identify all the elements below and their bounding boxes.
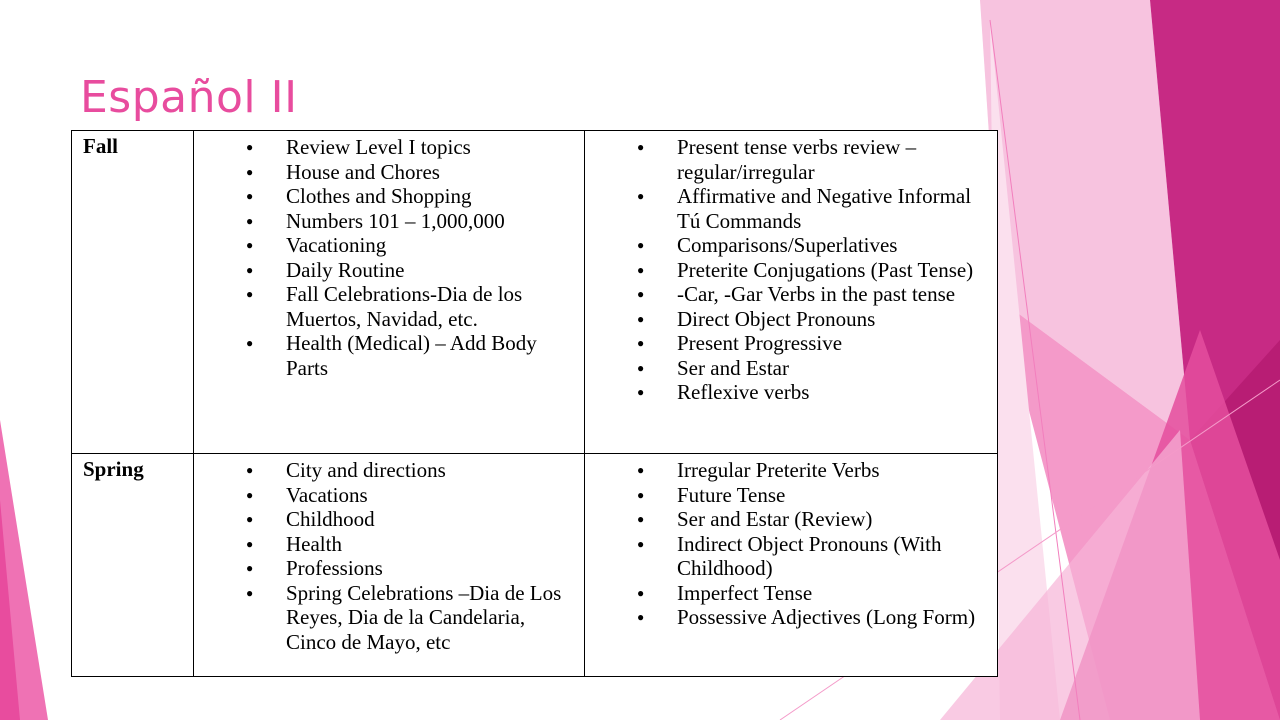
grammar-list <box>585 454 997 630</box>
list-item: ● Direct Object Pronouns <box>585 307 997 332</box>
slide-title: Español II <box>80 72 298 123</box>
topics-list <box>194 131 584 380</box>
list-item: ● Imperfect Tense <box>585 581 997 606</box>
list-item: ● Present tense verbs review – regular/irregular <box>585 135 997 184</box>
topics-list <box>194 454 584 654</box>
list-item: ● Professions <box>194 556 584 581</box>
grammar-list <box>585 131 997 405</box>
list-item: ● Review Level I topics <box>194 135 584 160</box>
list-item: ● Ser and Estar <box>585 356 997 381</box>
list-item: ● Numbers 101 – 1,000,000 <box>194 209 584 234</box>
list-item: ● Vacationing <box>194 233 584 258</box>
list-item: ● House and Chores <box>194 160 584 185</box>
grammar-cell <box>585 454 998 677</box>
season-cell: Spring <box>72 454 194 677</box>
list-item: ● Preterite Conjugations (Past Tense) <box>585 258 997 283</box>
list-item: ● Future Tense <box>585 483 997 508</box>
list-item: ● City and directions <box>194 458 584 483</box>
grammar-cell <box>585 131 998 454</box>
list-item: ● Possessive Adjectives (Long Form) <box>585 605 997 630</box>
list-item: ● Childhood <box>194 507 584 532</box>
list-item: ● Spring Celebrations –Dia de Los Reyes, Dia de la Candelaria, Cinco de Mayo, etc <box>194 581 584 655</box>
list-item: ● Affirmative and Negative Informal Tú Commands <box>585 184 997 233</box>
list-item: ● Ser and Estar (Review) <box>585 507 997 532</box>
list-item: ● Indirect Object Pronouns (With Childhood) <box>585 532 997 581</box>
list-item: ● Clothes and Shopping <box>194 184 584 209</box>
list-item: ● Daily Routine <box>194 258 584 283</box>
list-item: ● Health <box>194 532 584 557</box>
table-row-spring <box>72 454 998 677</box>
list-item: ● Comparisons/Superlatives <box>585 233 997 258</box>
season-cell: Fall <box>72 131 194 454</box>
curriculum-table <box>71 130 998 677</box>
topics-cell <box>194 131 585 454</box>
table-row-fall <box>72 131 998 454</box>
list-item: ● Vacations <box>194 483 584 508</box>
list-item: ● Health (Medical) – Add Body Parts <box>194 331 584 380</box>
list-item: ● Irregular Preterite Verbs <box>585 458 997 483</box>
list-item: ● Reflexive verbs <box>585 380 997 405</box>
topics-cell <box>194 454 585 677</box>
list-item: ● Present Progressive <box>585 331 997 356</box>
list-item: ● -Car, -Gar Verbs in the past tense <box>585 282 997 307</box>
list-item: ● Fall Celebrations-Dia de los Muertos, Navidad, etc. <box>194 282 584 331</box>
